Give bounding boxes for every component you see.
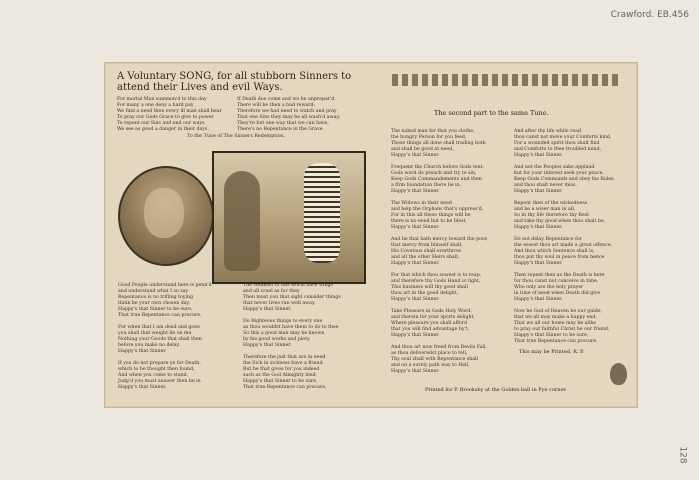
right-column-verse-1: The naked man for that you clothe, the hungry Person for you feed, Those things all done shall trading both and shall be good at need, Happy's that Sinner. Frequent the Church before Gods tent, Gods word do preach and try to sin, Keep Gods Commandements and then a firm foundation there lie in, Happy's that Sinner. The Widows in their need and help the Orphans that's oppress'd, For in this all these things will be there is no need but to be blest, Happy's that Sinner. And he that hath mercy toward the poor, that mercy from himself shall, His Covetous shall overthrow and all the other Heirs shall, Happy's that Sinner. For that which thou sowest is to reap, and therefore thy Gods Hand is right, This business will thy good shall thou art in the good delight, Happy's that Sinner. Take Pleasure in Gods Holy Word, and therein for your sports delight, Where pleasure you shall afford that you will find advantage by't, Happy's that Sinner. And thou art now freed from Devils Fall, as thou deliveredst place to tell, Thy soul shall with Repentance shall and on a surely path way to Hell, Happy's that Sinner.	[391, 129, 488, 374]
catalogue-reference: Crawford. EB.456	[610, 10, 689, 20]
tune-line: To the Tune of The Sinners Redemption.	[187, 134, 286, 139]
portrait-woodcut	[118, 166, 214, 266]
broadside-sheet	[104, 62, 638, 408]
decorative-border	[392, 74, 620, 86]
intro-left-verse: For mortal Man summon'd to this day For many a one deny a hard pay We find a need then every ill man shall hear To pray our Gods Grace to give to power To repent our Sins and end our ways We see as good a danger in their days.	[117, 97, 222, 132]
intro-right-verse: If Death doe come and we be unprepar'd, There will be then a bad reward; Therefore we had need to watch and pray That one Sins they may be all wash'd away; They're but one way that we can have, There's no Repentance in the Grave.	[237, 97, 341, 132]
document-title: A Voluntary SONG, for all stubborn Sinners to attend their Lives and evil Ways.	[117, 71, 352, 93]
left-column-verse-1: Good People understand here is penn'd and understand what I so say Repentance is no trifling toying think be your own chosen day. Happy's that Sinner to be sure, That true Repentance can procure. For when that I am dead and gone you shall that weight lie on me, Nothing your Goods that shall then before you make no delay. Happy's that Sinner. If you do not prepare ye for Death, which to be thought then found, And when you come to stand, Judg'd you must answer then be in Happy's that Sinner.	[118, 283, 212, 390]
printing-license: This may be Printed, R. P.	[519, 349, 584, 355]
death-and-maiden-woodcut	[212, 151, 366, 284]
printer-ornament	[610, 363, 627, 385]
second-part-title: The second part to the same Tune.	[434, 109, 549, 117]
right-column-verse-2: And after thy life while read thou canst not move your Comforts kind, For a wounded spirit thou shalt find and Comforts to thee troubled mind, Happy's that Sinner. And not the Peoples sake applaud but for your interest seek your peace, Keep Gods Commands and obey his Rules, and thou shalt never miss, Happy's that Sinner. Repent then of the wickedness and be a wiser man in all, So in thy life therefore thy Rest and take thy good when thou shalt be, Happy's that Sinner. Do not delay Repentance for the wisest thou art made a great offence, And thou which Sentence shall is, thou put thy soul in peace from hence Happy's that Sinner. Then repent then as the Death is here for thou canst not conceive in time, Who only are the holy prayer in time of need when Death did give Happy's that Sinner. Now be God of Heaven be our guide, that we all may make a happy end, That we all our home may lie alike to pray our faithful Christ be our friend, Happy's that Sinner to be sure, That true Repentance can procure.	[514, 129, 616, 344]
printer-imprint: Printed for P. Brooksby at the Golden ball in Pye corner.	[425, 387, 567, 393]
page-number: 128	[677, 446, 688, 464]
left-column-verse-2: The Weakest of this world have wings and all cruel as for they Then must you that sight consider things that never lives run well away. Happy's that Sinner. Do Righteous things to every one as thou wouldst have them to do to thee So this a good man may be known by his good works and piety. Happy's that Sinner. Therefore the just that are in need the Sick in sickness have a friend But he that gives for you indeed such as the God Almighty lend, Happy's that Sinner to be sure, That true Repentance can procure.	[243, 283, 341, 390]
